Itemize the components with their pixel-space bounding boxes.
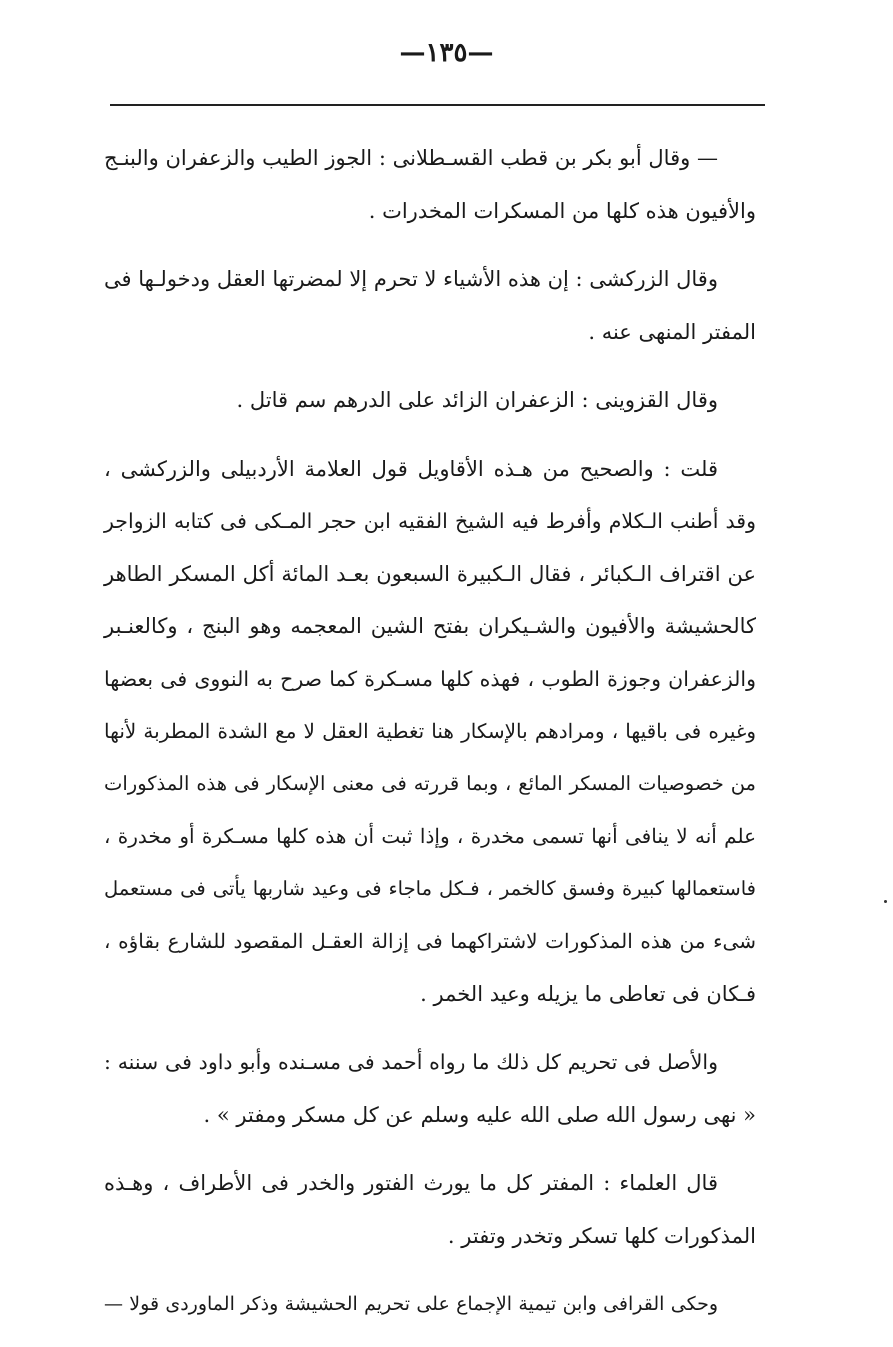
page-body	[104, 132, 756, 1347]
paragraph-hadith	[104, 1036, 756, 1141]
text-line: قال العلماء : المفتر كل ما يورث الفتور والخدر فى الأطراف ، وهـذه	[104, 1171, 718, 1195]
page-number: —١٣٥—	[399, 38, 494, 68]
text-line: علم أنه لا ينافى أنها تسمى مخدرة ، وإذا ثبت أن هذه كلها مسـكرة أو مخدرة ،	[104, 824, 756, 848]
text-line: كالحشيشة والأفيون والشـيكران بفتح الشين المعجمه وهو البنج ، وكالعنـبر	[104, 614, 756, 638]
text-line: والأفيون هذه كلها من المسكرات المخدرات .	[368, 198, 756, 223]
text-line: وقال القزوينى : الزعفران الزائد على الدرهم سم قاتل .	[236, 388, 718, 412]
text-line: فـكان فى تعاطى ما يزيله وعيد الخمر .	[420, 981, 756, 1006]
text-line: المذكورات كلها تسكر وتخدر وتفتر .	[447, 1223, 756, 1248]
paragraph-consensus	[104, 1278, 756, 1331]
text-line: وقد أطنب الـكلام وأفرط فيه الشيخ الفقيه ابن حجر المـكى فى كتابه الزواجر	[104, 509, 756, 533]
text-line: عن اقتراف الـكبائر ، فقال الـكبيرة السبعون بعـد المائة أكل المسكر الطاهر	[104, 561, 756, 586]
text-line: والزعفران وجوزة الطوب ، فهذه كلها مسـكرة كما صرح به النووى فى بعضها	[104, 666, 756, 691]
text-line: المفتر المنهى عنه .	[588, 319, 756, 344]
text-line: وغيره فى باقيها ، ومرادهم بالإسكار هنا تغطية العقل لا مع الشدة المطربة لأنها	[104, 719, 756, 743]
paragraph-qazwini	[104, 374, 756, 427]
text-line: — وقال أبو بكر بن قطب القسـطلانى : الجوز الطيب والزعفران والبنـج	[104, 146, 718, 170]
paragraph-qastallani	[104, 132, 756, 237]
text-line: وحكى القرافى وابن تيمية الإجماع على تحريم الحشيشة وذكر الماوردى قولا —	[104, 1293, 718, 1315]
text-line: قلت : والصحيح من هـذه الأقاويل قول العلامة الأردبيلى والزركشى ،	[104, 456, 718, 481]
paragraph-author-opinion	[104, 443, 756, 1021]
scan-speck	[884, 900, 887, 903]
text-line: من خصوصيات المسكر المائع ، وبما قررته فى معنى الإسكار فى هذه المذكورات	[104, 771, 756, 795]
header-divider	[110, 104, 765, 106]
text-line: والأصل فى تحريم كل ذلك ما رواه أحمد فى مسـنده وأبو داود فى سننه :	[104, 1050, 718, 1074]
paragraph-zarkashi	[104, 253, 756, 358]
text-line: شىء من هذه المذكورات لاشتراكهما فى إزالة العقـل المقصود للشارع بقاؤه ،	[104, 929, 756, 953]
text-line: فاستعمالها كبيرة وفسق كالخمر ، فـكل ماجاء فى وعيد شاربها يأتى فى مستعمل	[104, 876, 756, 900]
text-line: « نهى رسول الله صلى الله عليه وسلم عن كل مسكر ومفتر » .	[203, 1102, 756, 1127]
paragraph-scholars	[104, 1157, 756, 1262]
text-line: وقال الزركشى : إن هذه الأشياء لا تحرم إلا لمضرتها العقل ودخولـها فى	[103, 267, 718, 291]
